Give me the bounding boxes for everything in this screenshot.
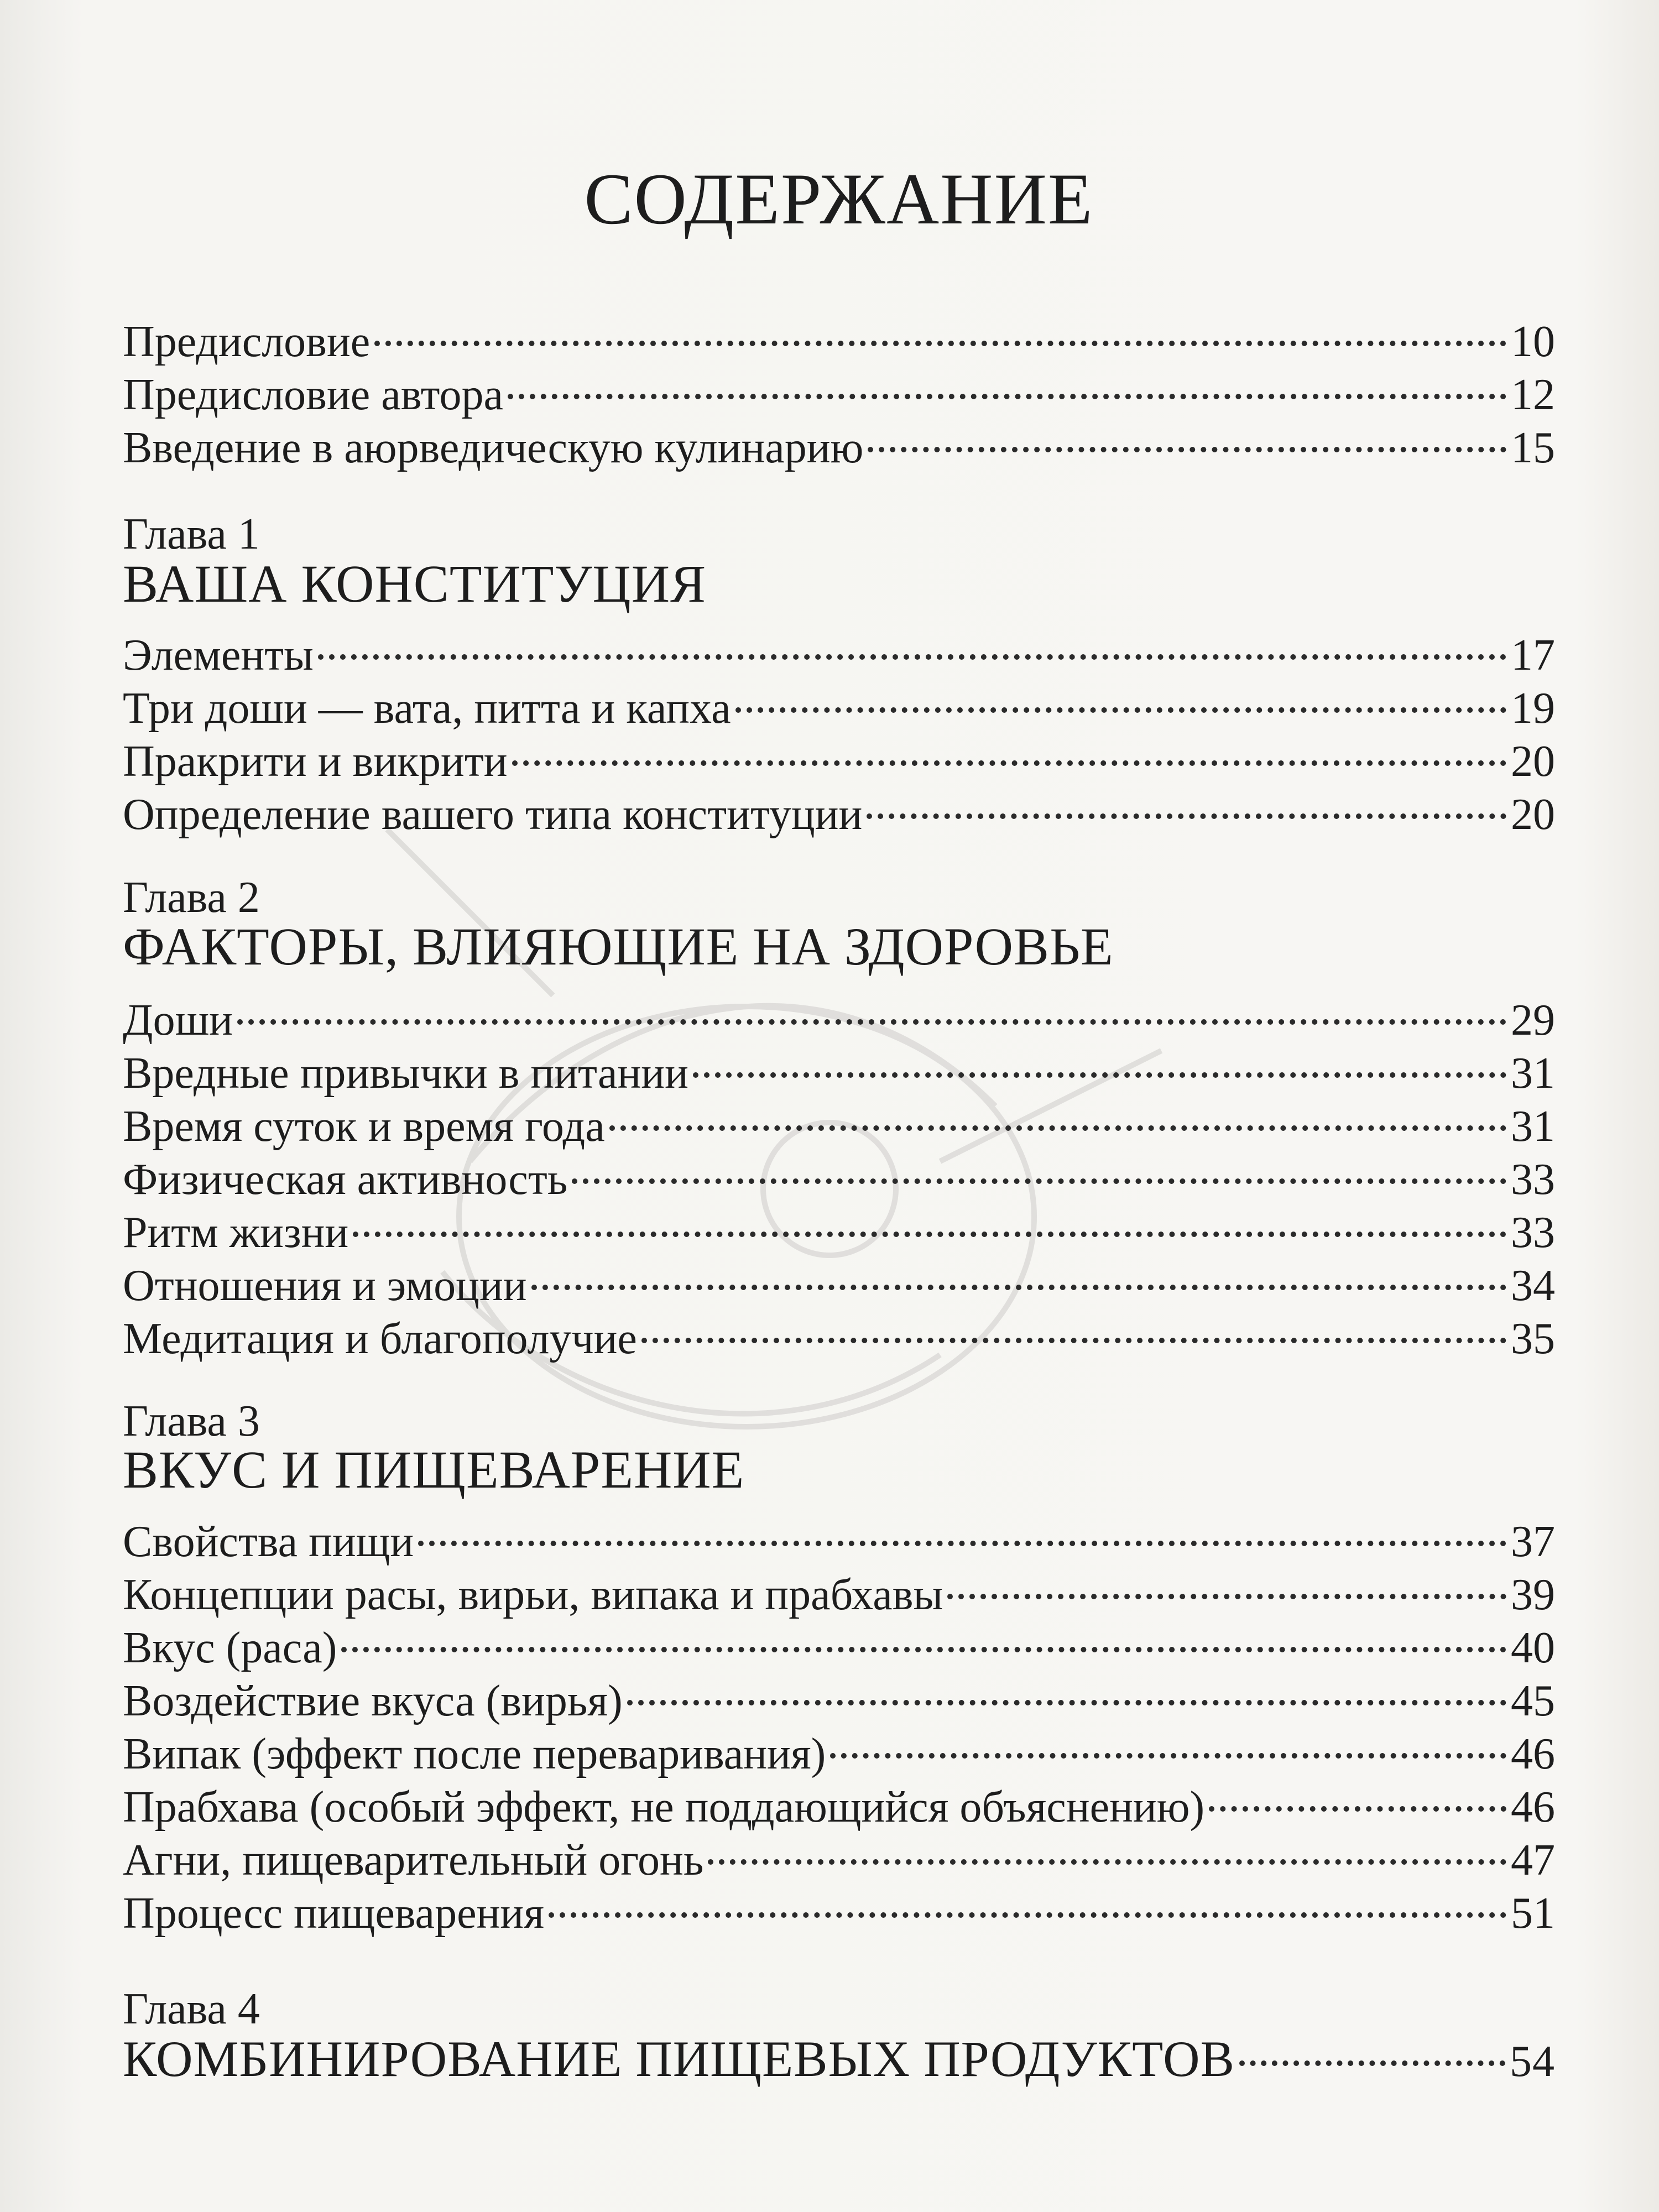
dot-leader: [641, 1300, 1506, 1353]
toc-entry: [123, 1768, 1555, 1832]
entry-page-number: 20: [1511, 790, 1555, 839]
toc-entry: [123, 1503, 1555, 1566]
entry-page-number: 47: [1511, 1836, 1555, 1885]
entry-page-number: 40: [1511, 1624, 1555, 1672]
entry-page-number: 19: [1511, 684, 1555, 733]
chapter-number: Глава 4: [123, 1985, 260, 2033]
dot-leader: [1239, 2023, 1505, 2076]
entry-page-number: 33: [1511, 1208, 1555, 1257]
entry-label: Предисловие автора: [123, 371, 503, 419]
dot-leader: [693, 1035, 1506, 1088]
dot-leader: [947, 1556, 1506, 1609]
dot-leader: [418, 1503, 1506, 1556]
entry-page-number: 46: [1511, 1730, 1555, 1778]
entry-label: Элементы: [123, 631, 314, 680]
entry-page-number: 54: [1510, 2037, 1555, 2086]
dot-leader: [708, 1822, 1506, 1875]
chapter-title: КОМБИНИРОВАНИЕ ПИЩЕВЫХ ПРОДУКТОВ: [123, 2031, 1235, 2087]
entry-page-number: 15: [1511, 424, 1555, 472]
entry-page-number: 33: [1511, 1155, 1555, 1204]
dot-leader: [237, 982, 1506, 1035]
entry-label: Пракрити и викрити: [123, 737, 508, 786]
chapter-title: ФАКТОРЫ, ВЛИЯЮЩИЕ НА ЗДОРОВЬЕ: [123, 917, 1114, 976]
dot-leader: [1209, 1768, 1506, 1822]
entry-label: Физическая активность: [123, 1155, 568, 1204]
dot-leader: [735, 670, 1506, 723]
entry-page-number: 20: [1511, 737, 1555, 786]
entry-label: Доши: [123, 996, 233, 1045]
entry-label: Три доши — вата, питта и капха: [123, 684, 731, 733]
toc-entry: [123, 617, 1555, 680]
entry-label: Концепции расы, вирьи, випака и прабхавы: [123, 1571, 943, 1619]
toc-entry: [123, 670, 1555, 733]
toc-entry: [123, 303, 1555, 366]
dot-leader: [531, 1247, 1506, 1300]
toc-entry: [123, 1822, 1555, 1885]
dot-leader: [572, 1141, 1506, 1194]
chapter-title: ВАША КОНСТИТУЦИЯ: [123, 554, 707, 613]
entry-label: Свойства пищи: [123, 1517, 414, 1566]
entry-label: Медитация и благополучие: [123, 1314, 637, 1363]
entry-label: Процесс пищеварения: [123, 1889, 544, 1938]
toc-entry: [123, 723, 1555, 786]
toc-entry: [123, 1609, 1555, 1672]
dot-leader: [512, 723, 1506, 776]
entry-label: Вкус (раса): [123, 1624, 337, 1672]
toc-entry: [123, 409, 1555, 472]
entry-label: Введение в аюрведическую кулинарию: [123, 424, 864, 472]
toc-entry: [123, 1141, 1555, 1204]
toc-entry: [123, 1247, 1555, 1310]
entry-page-number: 29: [1511, 996, 1555, 1045]
dot-leader: [508, 356, 1506, 409]
entry-page-number: 45: [1511, 1677, 1555, 1725]
dot-leader: [549, 1875, 1506, 1928]
entry-page-number: 10: [1511, 317, 1555, 366]
entry-label: Предисловие: [123, 317, 371, 366]
dot-leader: [609, 1088, 1506, 1141]
entry-label: Воздействие вкуса (вирья): [123, 1677, 623, 1725]
dot-leader: [318, 617, 1506, 670]
chapter-number: Глава 3: [123, 1397, 260, 1446]
toc-entry: [123, 1088, 1555, 1151]
entry-label: Випак (эффект после переваривания): [123, 1730, 826, 1778]
chapter-title-entry: [123, 2023, 1555, 2087]
toc-entry: [123, 356, 1555, 419]
toc-entry: [123, 776, 1555, 839]
toc-entry: [123, 1035, 1555, 1098]
entry-label: Прабхава (особый эффект, не поддающийся объяснению): [123, 1783, 1205, 1832]
contents-heading: СОДЕРЖАНИЕ: [584, 158, 1094, 239]
entry-page-number: 46: [1511, 1783, 1555, 1832]
entry-page-number: 17: [1511, 631, 1555, 680]
entry-page-number: 31: [1511, 1049, 1555, 1098]
entry-page-number: 12: [1511, 371, 1555, 419]
entry-page-number: 37: [1511, 1517, 1555, 1566]
entry-page-number: 35: [1511, 1314, 1555, 1363]
entry-page-number: 51: [1511, 1889, 1555, 1938]
entry-page-number: 39: [1511, 1571, 1555, 1619]
toc-entry: [123, 1556, 1555, 1619]
entry-label: Отношения и эмоции: [123, 1261, 527, 1310]
dot-leader: [830, 1715, 1506, 1768]
chapter-number: Глава 2: [123, 873, 260, 922]
toc-entry: [123, 1300, 1555, 1363]
dot-leader: [353, 1194, 1506, 1247]
entry-label: Агни, пищеварительный огонь: [123, 1836, 704, 1885]
dot-leader: [868, 409, 1506, 462]
dot-leader: [374, 303, 1506, 356]
entry-label: Время суток и время года: [123, 1102, 605, 1151]
entry-page-number: 31: [1511, 1102, 1555, 1151]
dot-leader: [627, 1662, 1506, 1715]
entry-page-number: 34: [1511, 1261, 1555, 1310]
entry-label: Определение вашего типа конституции: [123, 790, 863, 839]
toc-entry: [123, 1662, 1555, 1725]
chapter-title: ВКУС И ПИЩЕВАРЕНИЕ: [123, 1440, 745, 1499]
toc-entry: [123, 1875, 1555, 1938]
entry-label: Вредные привычки в питании: [123, 1049, 688, 1098]
toc-entry: [123, 1715, 1555, 1778]
toc-entry: [123, 982, 1555, 1045]
chapter-number: Глава 1: [123, 510, 260, 559]
dot-leader: [867, 776, 1506, 829]
dot-leader: [341, 1609, 1506, 1662]
toc-entry: [123, 1194, 1555, 1257]
entry-label: Ритм жизни: [123, 1208, 349, 1257]
